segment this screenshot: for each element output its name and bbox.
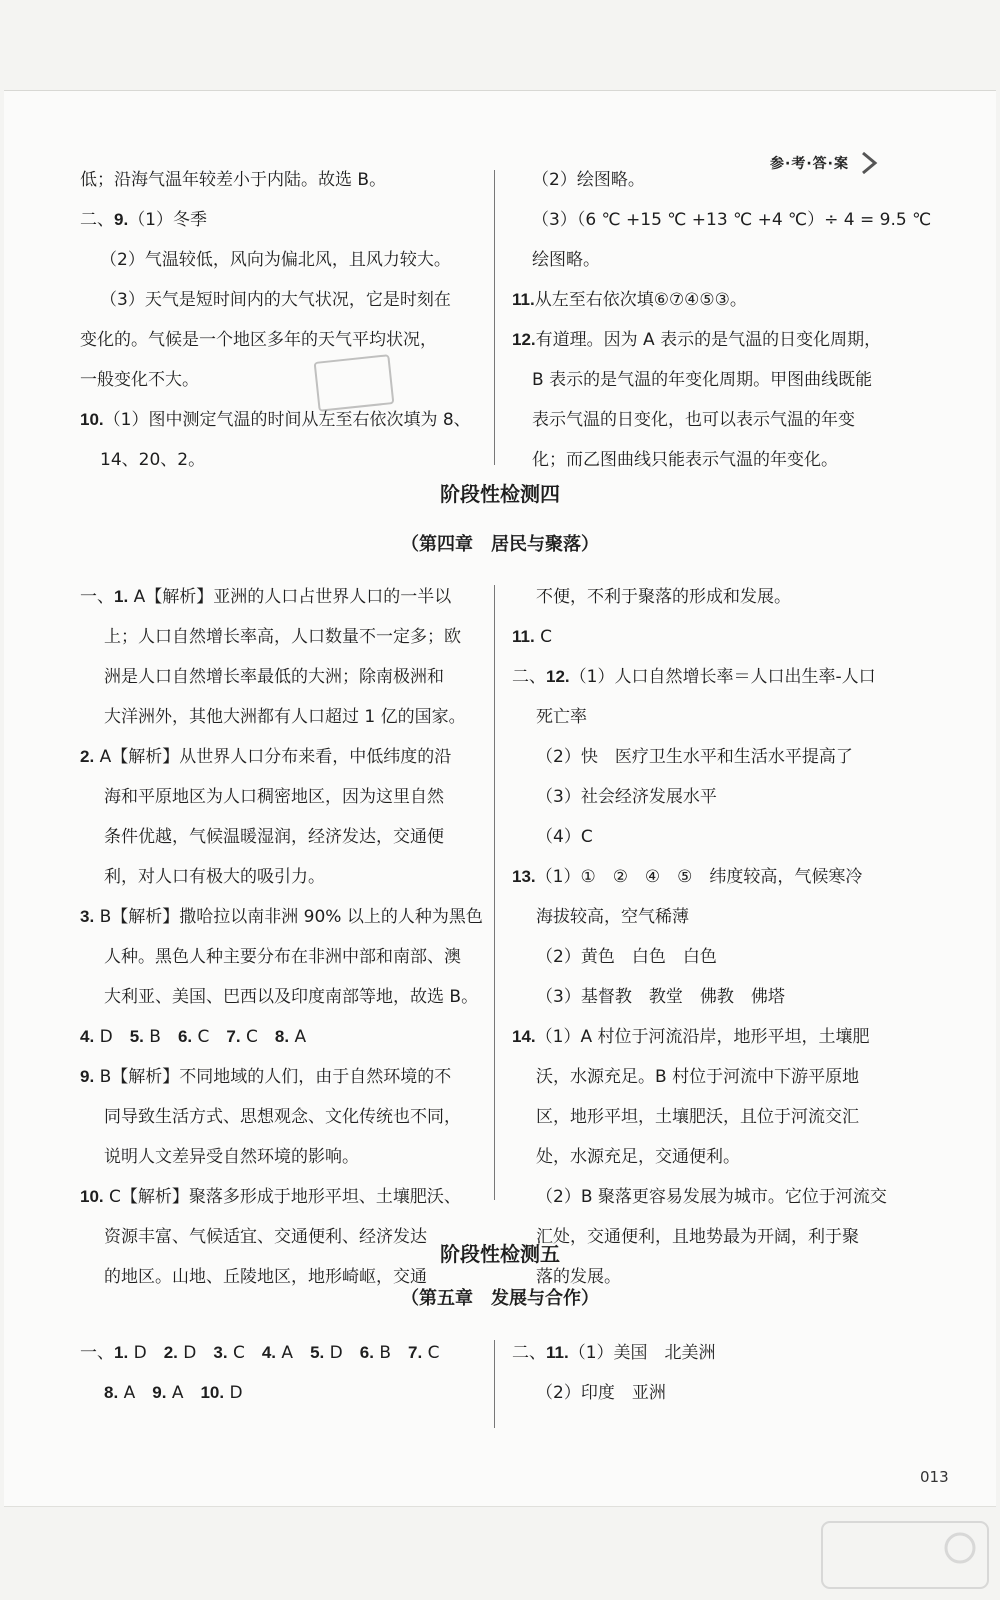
answer-text: D [324,1343,360,1363]
answer-text: D [94,1027,130,1047]
answer-text: 死亡率 [536,707,587,727]
answer-line [80,897,483,937]
answer-text: B【解析】不同地域的人们，由于自然环境的不 [94,1067,452,1087]
answer-text: （1）A 村位于河流沿岸，地形平坦，土壤肥 [535,1027,870,1047]
answer-text: C【解析】聚落多形成于地形平坦、土壤肥沃、 [103,1187,461,1207]
question-number: 11. [546,1343,569,1362]
answer-line [80,1373,480,1413]
section-four-title: 阶段性检测四 [440,482,560,506]
answer-text: C [240,1027,275,1047]
answer-text: D [224,1383,243,1403]
answer-line [512,200,932,240]
answer-line [512,360,932,400]
answer-text: （3）天气是短时间内的大气状况，它是时刻在 [100,290,451,310]
answer-line [80,657,480,697]
answer-line [512,440,932,480]
answer-text: 大利亚、美国、巴西以及印度南部等地，故选 B。 [104,987,479,1007]
answer-text: （2）B 聚落更容易发展为城市。它位于河流交 [536,1187,887,1207]
answer-text: D [177,1343,214,1363]
answer-text: （3）基督教 教堂 佛教 佛塔 [536,987,785,1007]
answer-text: （1）冬季 [128,210,208,230]
answer-line [80,160,480,200]
question-number: 7. [408,1343,423,1362]
answer-text: 同导致生活方式、思想观念、文化传统也不同， [104,1107,461,1127]
question-number: 2. [80,747,95,766]
answer-text: A [276,1343,311,1363]
answer-text: D [128,1343,164,1363]
question-number: 6. [177,1027,193,1046]
top-left-column [80,160,480,480]
answer-line [80,360,480,400]
answer-line [512,777,932,817]
answer-text: 有道理。因为 A 表示的是气温的日变化周期， [535,330,882,350]
answer-text: （4）C [536,827,593,847]
question-number: 14. [512,1027,536,1046]
answer-text: 上；人口自然增长率高，人口数量不一定多；欧 [104,627,461,647]
answer-text: （3）社会经济发展水平 [536,787,717,807]
answer-line [80,817,480,857]
column-divider [494,170,495,465]
answer-text: 二、 [512,1343,546,1363]
answer-line [80,1137,480,1177]
question-number: 10. [200,1383,225,1402]
top-right-column [512,160,932,480]
section-four-subtitle: （第四章 居民与聚落） [401,534,599,555]
section-five-subtitle: （第五章 发展与合作） [401,1288,599,1309]
answer-text: A【解析】亚洲的人口占世界人口的一半以 [128,587,452,607]
answer-line [80,1333,480,1373]
answer-text: （2）快 医疗卫生水平和生活水平提高了 [536,747,853,767]
answer-line [512,1177,932,1217]
answer-text: 条件优越，气候温暖湿润，经济发达，交通便 [104,827,444,847]
answer-line [512,577,932,617]
answer-line [80,577,480,617]
answer-line [80,280,480,320]
question-number: 1. [114,587,129,606]
answer-text: 一、 [80,1343,114,1363]
answer-text: C [192,1027,227,1047]
answer-text: 从左至右依次填⑥⑦④⑤③。 [534,290,747,310]
answer-line [512,617,932,657]
answer-line [80,240,480,280]
answer-line [512,1097,932,1137]
answer-text: 一般变化不大。 [80,370,199,390]
section-five-title: 阶段性检测五 [440,1242,560,1266]
corner-logo-icon [820,1520,990,1590]
answer-text: 利，对人口有极大的吸引力。 [104,867,325,887]
answer-line [512,1057,932,1097]
answer-line [80,1057,480,1097]
answer-line [80,617,480,657]
answer-text: C [422,1343,440,1363]
question-number: 7. [226,1027,241,1046]
answer-line [512,1017,932,1057]
answer-text: 化；而乙图曲线只能表示气温的年变化。 [532,450,838,470]
header-label: 参·考·答·案 [770,156,849,172]
answer-line [80,200,480,240]
answer-line [80,977,480,1017]
answer-text: （1）人口自然增长率＝人口出生率-人口 [569,667,876,687]
answer-line [512,400,932,440]
answer-text: 不便，不利于聚落的形成和发展。 [536,587,791,607]
answer-text: 的地区。山地、丘陵地区，地形崎岖，交通 [104,1267,427,1287]
question-number: 9. [80,1067,95,1086]
answer-text: 说明人文差异受自然环境的影响。 [104,1147,359,1167]
question-number: 8. [104,1383,119,1402]
answer-line [512,737,932,777]
question-number: 1. [114,1343,129,1362]
question-number: 9. [152,1383,167,1402]
answer-text: 绘图略。 [532,250,600,270]
answer-text: 沃，水源充足。B 村位于河流中下游平原地 [536,1067,860,1087]
answer-text: 落的发展。 [536,1267,621,1287]
answer-line [80,937,480,977]
section-four-left-column [80,577,483,1297]
section-four-right-column [512,577,932,1297]
answer-text: A [166,1383,201,1403]
answer-line [80,697,480,737]
answer-text: 人种。黑色人种主要分布在非洲中部和南部、澳 [104,947,461,967]
homework-stamp [314,354,395,412]
question-number: 3. [80,907,95,926]
answer-line [512,857,932,897]
answer-line [512,240,932,280]
answer-text: 海和平原地区为人口稠密地区，因为这里自然 [104,787,444,807]
question-number: 10. [80,410,104,429]
watermark-left [200,1385,214,1431]
answer-line [80,1097,480,1137]
answer-line [512,1333,932,1373]
answer-line [512,320,932,360]
answer-line [512,160,932,200]
answer-text: 二、 [80,210,114,230]
answer-text: 低；沿海气温年较差小于内陆。故选 B。 [80,170,387,190]
answer-line [80,440,480,480]
answer-text: （2）绘图略。 [532,170,645,190]
answer-line [80,1017,480,1057]
question-number: 4. [261,1343,277,1362]
answer-line [80,737,480,777]
question-number: 12. [512,330,536,349]
section-five-left-column [80,1333,480,1413]
answer-line [512,1373,932,1413]
answer-text: 海拔较高，空气稀薄 [536,907,689,927]
answer-text: A [289,1027,307,1047]
answer-line [512,280,932,320]
answer-line [80,777,480,817]
answer-text: （1）图中测定气温的时间从左至右依次填为 8、 [103,410,471,430]
question-number: 13. [512,867,536,886]
answer-text: B 表示的是气温的年变化周期。甲图曲线既能 [532,370,873,390]
answer-text: 二、 [512,667,546,687]
answer-line [512,697,932,737]
question-number: 6. [359,1343,374,1362]
answer-line [80,400,480,440]
answer-text: A [118,1383,153,1403]
section-five-right-column [512,1333,932,1413]
answer-text: 14、20、2。 [100,450,206,470]
answer-text: 区，地形平坦，土壤肥沃，且位于河流交汇 [536,1107,859,1127]
question-number: 11. [512,627,535,646]
question-number: 5. [310,1343,325,1362]
answer-text: B [143,1027,178,1047]
answer-text: 处，水源充足，交通便利。 [536,1147,740,1167]
answer-line [512,977,932,1017]
answer-text: （2）气温较低，风向为偏北风，且风力较大。 [100,250,451,270]
page-number: 013 [920,1468,949,1486]
answer-text: 大洋洲外，其他大洲都有人口超过 1 亿的国家。 [104,707,466,727]
answer-text: （1）美国 北美洲 [568,1343,716,1363]
answer-line [512,897,932,937]
answer-text: 汇处，交通便利，且地势最为开阔，利于聚 [536,1227,859,1247]
answer-text: 资源丰富、气候适宜、交通便利、经济发达 [104,1227,427,1247]
question-number: 11. [512,290,535,309]
question-number: 9. [114,210,129,229]
answer-line [80,857,480,897]
answer-text: B [373,1343,409,1363]
question-number: 12. [546,667,570,686]
question-number: 8. [274,1027,290,1046]
answer-line [80,320,480,360]
column-divider [494,585,495,1200]
answer-line [512,657,932,697]
answer-text: C [534,627,552,647]
answer-text: 洲是人口自然增长率最低的大洲；除南极洲和 [104,667,444,687]
answer-text: 一、 [80,587,114,607]
question-number: 4. [80,1027,95,1046]
answer-text: （3）（6 ℃ +15 ℃ +13 ℃ +4 ℃）÷ 4 = 9.5 ℃ [532,210,932,230]
answer-text: B【解析】撒哈拉以南非洲 90% 以上的人种为黑色 [94,907,483,927]
answer-text: C [227,1343,262,1363]
answer-line [512,937,932,977]
answer-text: （1）① ② ④ ⑤ 纬度较高，气候寒冷 [535,867,863,887]
answer-text: 变化的。气候是一个地区多年的天气平均状况， [80,330,437,350]
answer-text: （2）印度 亚洲 [536,1383,666,1403]
answer-line [512,817,932,857]
answer-line [512,1137,932,1177]
answer-text: A【解析】从世界人口分布来看，中低纬度的沿 [94,747,452,767]
question-number: 3. [213,1343,228,1362]
question-number: 2. [163,1343,178,1362]
answer-text: （2）黄色 白色 白色 [536,947,717,967]
answer-line [80,1177,480,1217]
question-number: 10. [80,1187,104,1206]
question-number: 5. [129,1027,144,1046]
column-divider [494,1340,495,1428]
answer-text: 表示气温的日变化，也可以表示气温的年变 [532,410,855,430]
